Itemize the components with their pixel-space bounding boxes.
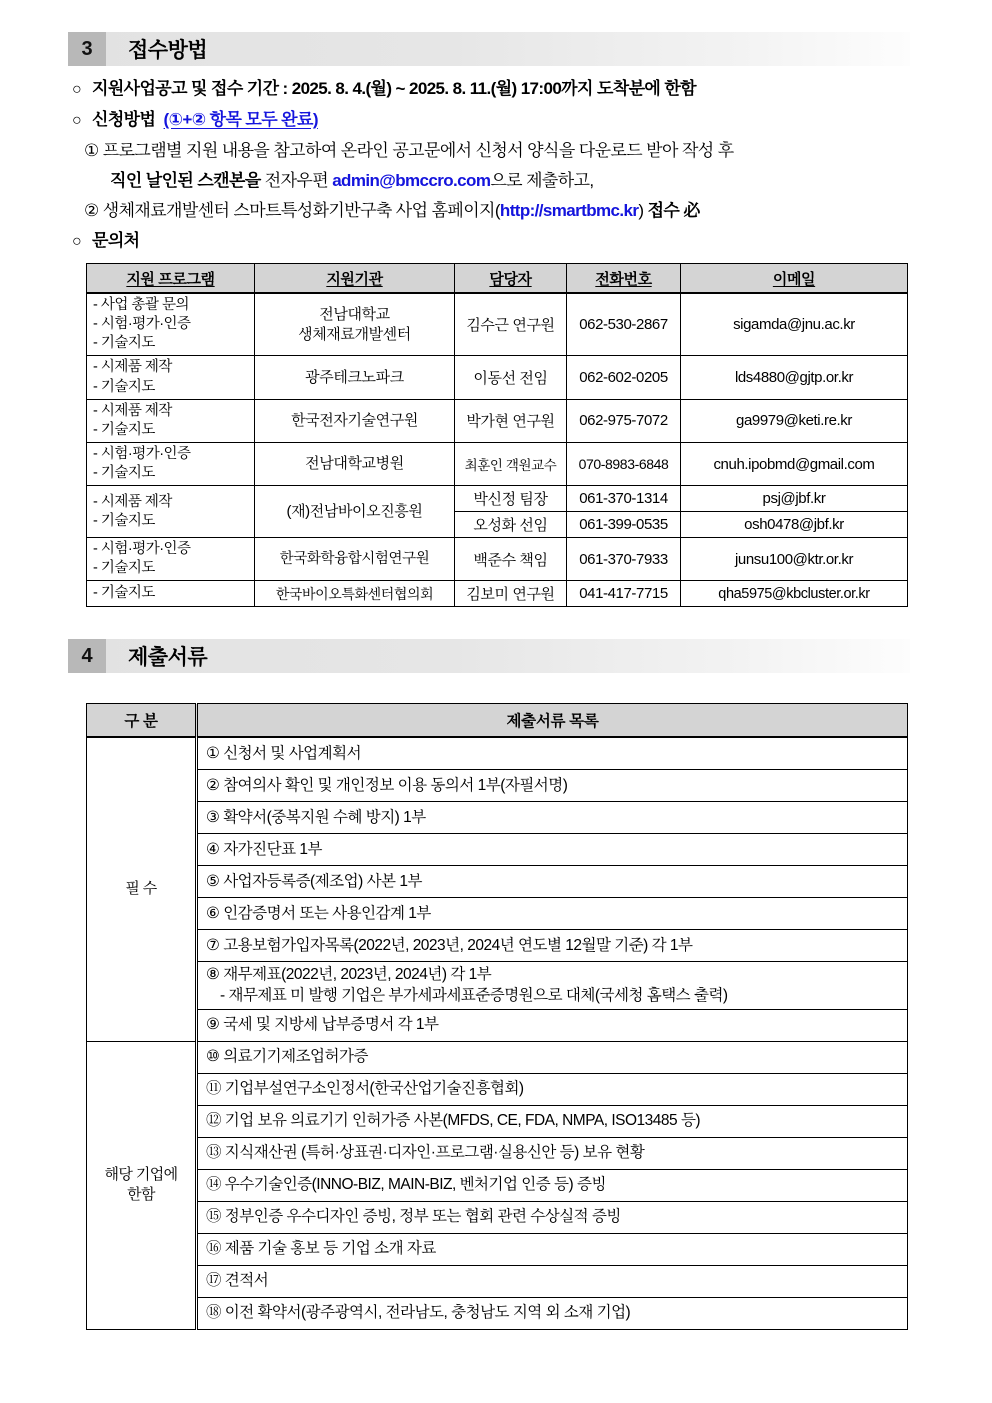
contact-org-cell [255,356,455,399]
table-row [87,834,908,866]
category-line: 해당 기업에 [104,1165,178,1183]
bullet-marker-2: ○ [72,112,82,129]
bullet-marker-3: ○ [72,233,82,250]
bullet-contact [72,232,992,250]
list-item: ⑬ 지식재산권 (특허·상표권·디자인·프로그램·실용신안 등) 보유 현황 [197,1137,908,1169]
contact-header-person: 담당자 [455,264,567,294]
contact-email-cell: qha5975@kbcluster.or.kr [681,581,908,607]
contact-program-cell [87,399,255,442]
list-item: ③ 확약서(중복지원 수혜 방지) 1부 [197,802,908,834]
table-row [87,1041,908,1073]
contact-org-cell [255,293,455,356]
list-item-sub: - 재무제표 미 발행 기업은 부가세과세표준증명원으로 대체(국세청 홈택스 출력) [220,986,728,1004]
contact-label: 문의처 [92,231,140,250]
contact-person-cell: 이동선 전임 [455,356,567,399]
table-row [87,1137,908,1169]
list-item: ⑦ 고용보험가입자목록(2022년, 2023년, 2024년 연도별 12월말 기준) 각 1부 [197,930,908,962]
section-number-4: 4 [68,639,106,673]
contact-person-cell: 김보미 연구원 [455,581,567,607]
contact-person-cell: 박가현 연구원 [455,399,567,442]
program-line: - 기술지도 [93,465,155,481]
contact-org-cell: 한국화학융합시험연구원 [255,538,455,581]
bullet-application-method [72,111,992,129]
bullet-application-period [72,80,992,98]
list-item: ⑩ 의료기기제조업허가증 [197,1041,908,1073]
program-line: - 시제품 제작 [93,493,172,510]
list-item: ⑮ 정부인증 우수디자인 증빙, 정부 또는 협회 관련 수상실적 증빙 [197,1201,908,1233]
table-row [87,1297,908,1329]
table-row [87,898,908,930]
bullet-period-text: 지원사업공고 및 접수 기간 : 2025. 8. 4.(월) ~ 2025. 8. 11.(월) 17:00까지 도착분에 한함 [92,79,697,98]
table-row [87,581,908,607]
contact-org-cell [255,399,455,442]
admin-email-link[interactable]: admin@bmccro.com [332,171,491,190]
list-item: ⑭ 우수기술인증(INNO-BIZ, MAIN-BIZ, 벤처기업 인증 등) 증빙 [197,1169,908,1201]
list-item: ⑰ 견적서 [197,1265,908,1297]
list-item: ② 참여의사 확인 및 개인정보 이용 동의서 1부(자필서명) [197,770,908,802]
table-row [87,1105,908,1137]
contact-email-cell: junsu100@ktr.or.kr [681,538,908,581]
list-item: ④ 자가진단표 1부 [197,834,908,866]
contact-program-cell [87,442,255,485]
table-row [87,866,908,898]
table-row [87,1201,908,1233]
contact-person-cell: 김수근 연구원 [455,293,567,356]
org-line: 전남대학교 [319,306,390,324]
contact-program-cell [87,538,255,581]
table-row [87,442,908,485]
application-method-label: 신청방법 [92,110,156,129]
docs-category-required: 필 수 [87,737,197,1041]
contact-phone-cell: 062-530-2867 [567,293,681,356]
smartbmc-url-link[interactable]: http://smartbmc.kr [499,201,639,220]
contact-person-cell: 백준수 책임 [455,538,567,581]
section-header-4 [68,639,910,673]
list-item-with-sub [197,962,908,1009]
program-line: - 기술지도 [93,512,155,529]
method-item-2-mid: ) [638,201,648,220]
list-item: ⑤ 사업자등록증(제조업) 사본 1부 [197,866,908,898]
category-line: 한함 [127,1186,155,1204]
contact-program-cell [87,486,255,538]
table-row [87,770,908,802]
table-row [87,399,908,442]
org-line: 생체재료개발센터 [298,325,411,343]
table-row [87,356,908,399]
contact-email-cell: osh0478@jbf.kr [681,512,908,538]
table-row [87,1265,908,1297]
contact-person-cell: 최훈인 객원교수 [455,442,567,485]
section-title-3: 접수방법 [128,39,208,62]
table-row [87,962,908,1009]
contact-phone-cell: 062-602-0205 [567,356,681,399]
program-line: - 기술지도 [93,421,155,438]
method-item-1 [84,142,992,159]
table-row [87,1169,908,1201]
org-line: 한국전자기술연구원 [291,412,418,429]
list-item: ⑫ 기업 보유 의료기기 인허가증 사본(MFDS, CE, FDA, NMPA, ISO13485 등) [197,1105,908,1137]
email-submit-end: 으로 제출하고, [490,171,594,190]
contact-phone-cell: 070-8983-6848 [567,442,681,485]
email-submit-mid: 전자우편 [260,171,333,190]
bullet-marker-1: ○ [72,81,82,98]
contact-email-cell: psj@jbf.kr [681,486,908,512]
contact-email-cell: cnuh.ipobmd@gmail.com [681,442,908,485]
contact-person-cell: 박신정 팀장 [455,486,567,512]
list-item-main: ⑧ 재무제표(2022년, 2023년, 2024년) 각 1부 [206,966,492,984]
program-line: - 시험·평가·인증 [93,316,191,333]
list-item: ⑥ 인감증명서 또는 사용인감계 1부 [197,898,908,930]
application-method-link[interactable]: (①+② 항목 모두 완료) [163,110,318,129]
section3-body [72,80,992,250]
docs-header-category: 구 분 [87,704,197,738]
program-line: - 시제품 제작 [93,402,172,419]
contact-org-cell [255,442,455,485]
section-header-3 [68,32,910,66]
section-number-3: 3 [68,32,106,66]
docs-table-header-row [87,704,908,738]
contact-program-cell [87,293,255,356]
list-item: ① 신청서 및 사업계획서 [197,737,908,770]
table-row [87,538,908,581]
section-title-4: 제출서류 [128,646,208,670]
contact-phone-cell: 062-975-7072 [567,399,681,442]
docs-category-conditional [87,1041,197,1329]
table-row [87,293,908,356]
org-line: (재)전남바이오진흥원 [286,502,423,520]
contact-phone-cell: 041-417-7715 [567,581,681,607]
program-line: - 시험·평가·인증 [93,541,191,558]
table-row [87,486,908,512]
table-row [87,1009,908,1041]
method-item-1-line2 [110,172,992,189]
org-line: 광주테크노파크 [305,368,404,386]
list-item: ⑱ 이전 확약서(광주광역시, 전라남도, 충청남도 지역 외 소재 기업) [197,1297,908,1329]
contact-phone-cell: 061-399-0535 [567,512,681,538]
contact-header-email: 이메일 [681,264,908,294]
table-row [87,802,908,834]
method-item-2-pre: ② 생체재료개발센터 스마트특성화기반구축 사업 홈페이지( [84,201,500,220]
table-row [87,1073,908,1105]
contact-phone-cell: 061-370-7933 [567,538,681,581]
program-line: - 기술지도 [93,378,155,395]
docs-header-list: 제출서류 목록 [197,704,908,738]
program-line: - 시험·평가·인증 [93,445,191,462]
contact-email-cell: sigamda@jnu.ac.kr [681,293,908,356]
method-item-1-text: ① 프로그램별 지원 내용을 참고하여 온라인 공고문에서 신청서 양식을 다운로드 받아 작성 후 [84,141,734,160]
table-row [87,930,908,962]
contact-org-cell [255,486,455,538]
list-item: ⑨ 국세 및 지방세 납부증명서 각 1부 [197,1009,908,1041]
contact-org-cell: 한국바이오특화센터협의회 [255,581,455,607]
method-item-2-bold: 접수 必 [647,201,700,220]
list-item: ⑪ 기업부설연구소인정서(한국산업기술진흥협회) [197,1073,908,1105]
program-line: - 기술지도 [93,585,155,602]
contact-header-phone: 전화번호 [567,264,681,294]
stamped-scan-label: 직인 날인된 스캔본을 [110,171,261,190]
program-line: - 기술지도 [93,335,155,352]
contact-header-org: 지원기관 [255,264,455,294]
contact-program-cell [87,356,255,399]
contact-email-cell: ga9979@keti.re.kr [681,399,908,442]
program-line: - 시제품 제작 [93,359,172,376]
contact-phone-cell: 061-370-1314 [567,486,681,512]
documents-table [86,703,908,1329]
contact-email-cell: lds4880@gjtp.or.kr [681,356,908,399]
table-row [87,1233,908,1265]
program-line: - 사업 총괄 문의 [93,297,189,313]
contact-table [86,263,908,607]
table-row [87,737,908,770]
list-item: ⑯ 제품 기술 홍보 등 기업 소개 자료 [197,1233,908,1265]
contact-program-cell [87,581,255,607]
contact-header-program: 지원 프로그램 [87,264,255,294]
org-line: 전남대학교병원 [305,455,404,473]
method-item-2 [84,202,992,219]
contact-person-cell: 오성화 선임 [455,512,567,538]
contact-table-header-row [87,264,908,294]
program-line: - 기술지도 [93,560,155,577]
